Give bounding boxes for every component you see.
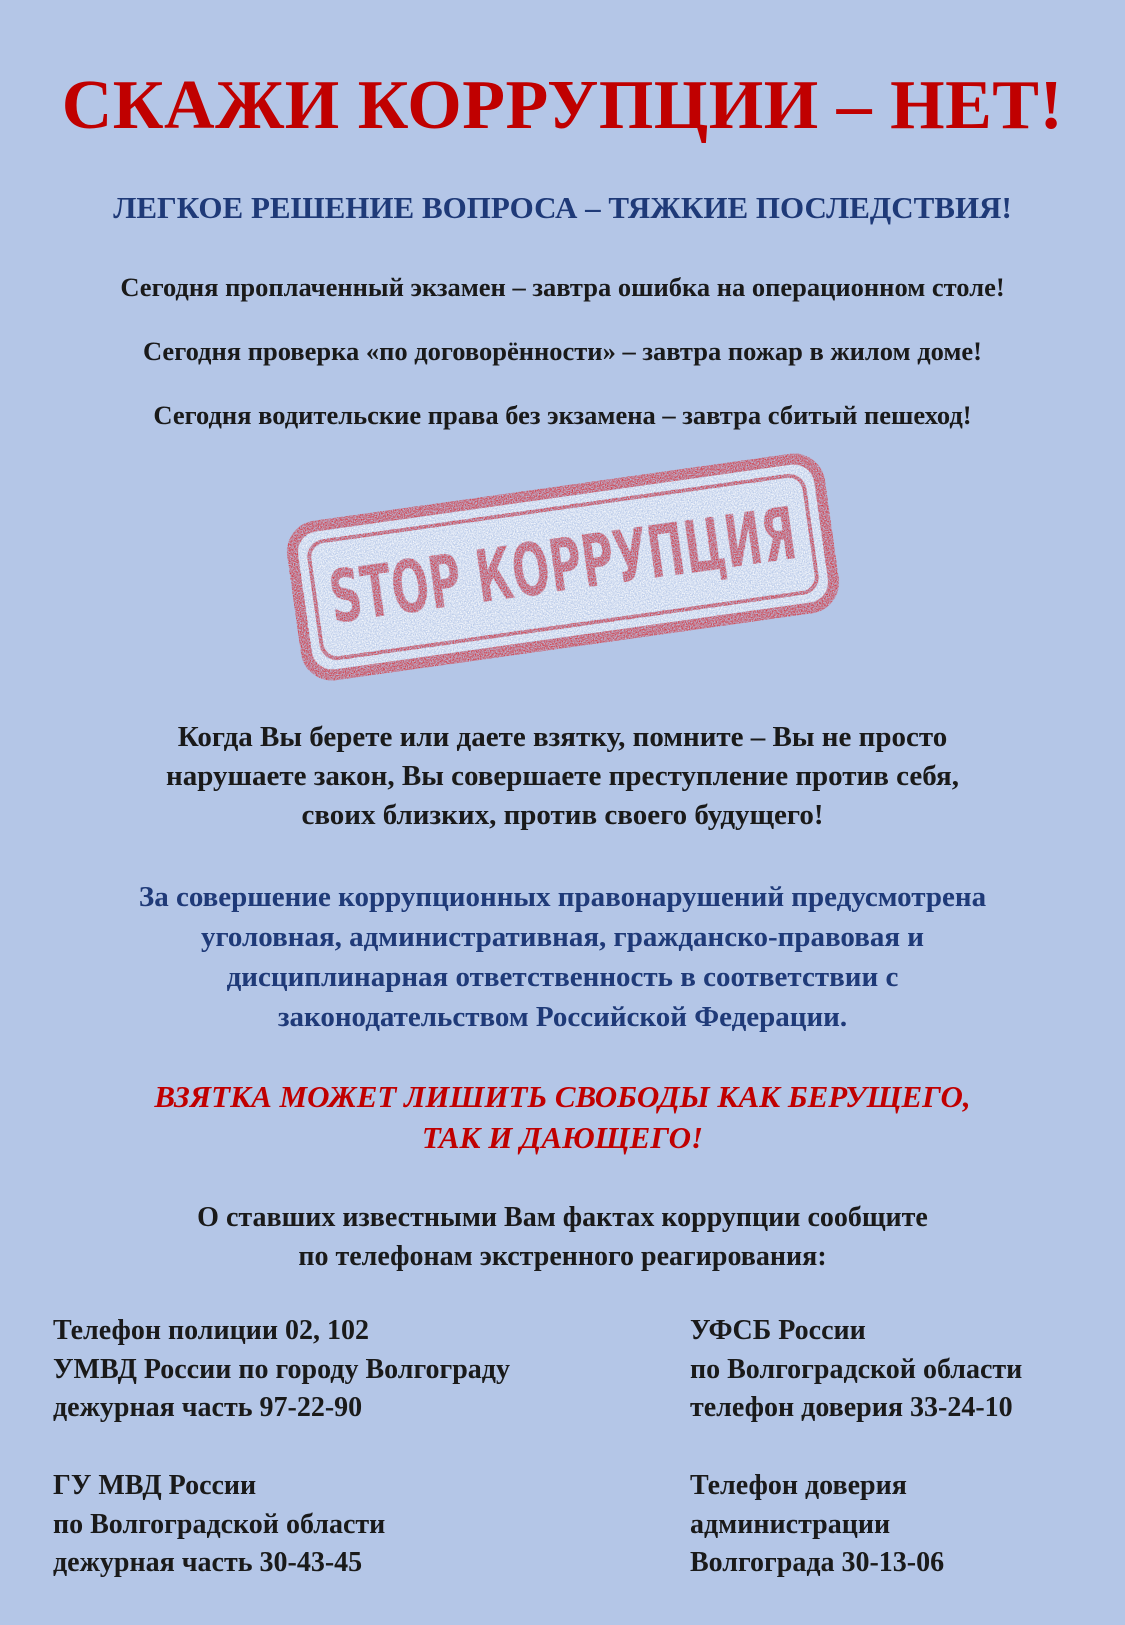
warning-line: своих близких, против своего будущего! <box>301 799 824 831</box>
warning-line: Когда Вы берете или даете взятку, помните – Вы не просто <box>177 721 948 753</box>
contact-line: ГУ МВД России <box>53 1470 257 1501</box>
liability-line: уголовная, административная, гражданско-правовая и <box>200 921 925 953</box>
consequence-line: Сегодня проверка «по договорённости» – завтра пожар в жилом доме! <box>142 336 983 366</box>
contact-line: по Волгоградской области <box>53 1508 386 1540</box>
stop-corruption-stamp <box>283 452 946 682</box>
contact-line: дежурная часть 97-22-90 <box>53 1392 363 1423</box>
contact-line: телефон доверия 33-24-10 <box>690 1392 1013 1423</box>
contact-line: Волгограда 30-13-06 <box>690 1547 945 1578</box>
contact-line: УФСБ России <box>690 1315 866 1346</box>
contact-line: администрации <box>690 1508 891 1540</box>
contact-mvd <box>53 1467 385 1583</box>
liability-line: законодательством Российской Федерации. <box>277 1001 848 1033</box>
contact-line: Телефон доверия <box>690 1470 907 1501</box>
contact-police <box>53 1312 510 1428</box>
alert-line: ВЗЯТКА МОЖЕТ ЛИШИТЬ СВОБОДЫ КАК БЕРУЩЕГО, <box>154 1079 971 1114</box>
liability-line: За совершение коррупционных правонарушений предусмотрена <box>138 881 987 913</box>
report-instructions <box>0 1198 1125 1276</box>
stamp-text: STOP КОРРУПЦИЯ <box>324 471 946 641</box>
poster-subtitle: ЛЕГКОЕ РЕШЕНИЕ ВОПРОСА – ТЯЖКИЕ ПОСЛЕДСТВИЯ! <box>113 190 1012 225</box>
stamp-graphic <box>283 452 946 682</box>
liability-line: дисциплинарная ответственность в соответствии с <box>226 961 899 993</box>
consequence-line: Сегодня водительские права без экзамена – завтра сбитый пешеход! <box>153 400 972 430</box>
alert-line: ТАК И ДАЮЩЕГО! <box>421 1120 704 1155</box>
warning-line: нарушаете закон, Вы совершаете преступление против себя, <box>166 760 959 792</box>
poster-title: СКАЖИ КОРРУПЦИИ – НЕТ! <box>61 67 1064 144</box>
contact-admin <box>690 1467 944 1583</box>
report-line: по телефонам экстренного реагирования: <box>298 1241 827 1272</box>
report-line: О ставших известными Вам фактах коррупции сообщите <box>197 1202 928 1233</box>
contact-line: дежурная часть 30-43-45 <box>53 1547 363 1578</box>
contact-line: УМВД России по городу Волгограду <box>53 1353 510 1385</box>
contact-fsb <box>690 1312 1022 1428</box>
contact-line: по Волгоградской области <box>690 1353 1023 1385</box>
liability-paragraph <box>0 877 1125 1037</box>
contact-line: Телефон полиции 02, 102 <box>53 1315 370 1346</box>
bribe-alert <box>0 1076 1125 1158</box>
warning-paragraph <box>0 718 1125 835</box>
consequence-line: Сегодня проплаченный экзамен – завтра ошибка на операционном столе! <box>120 272 1005 302</box>
